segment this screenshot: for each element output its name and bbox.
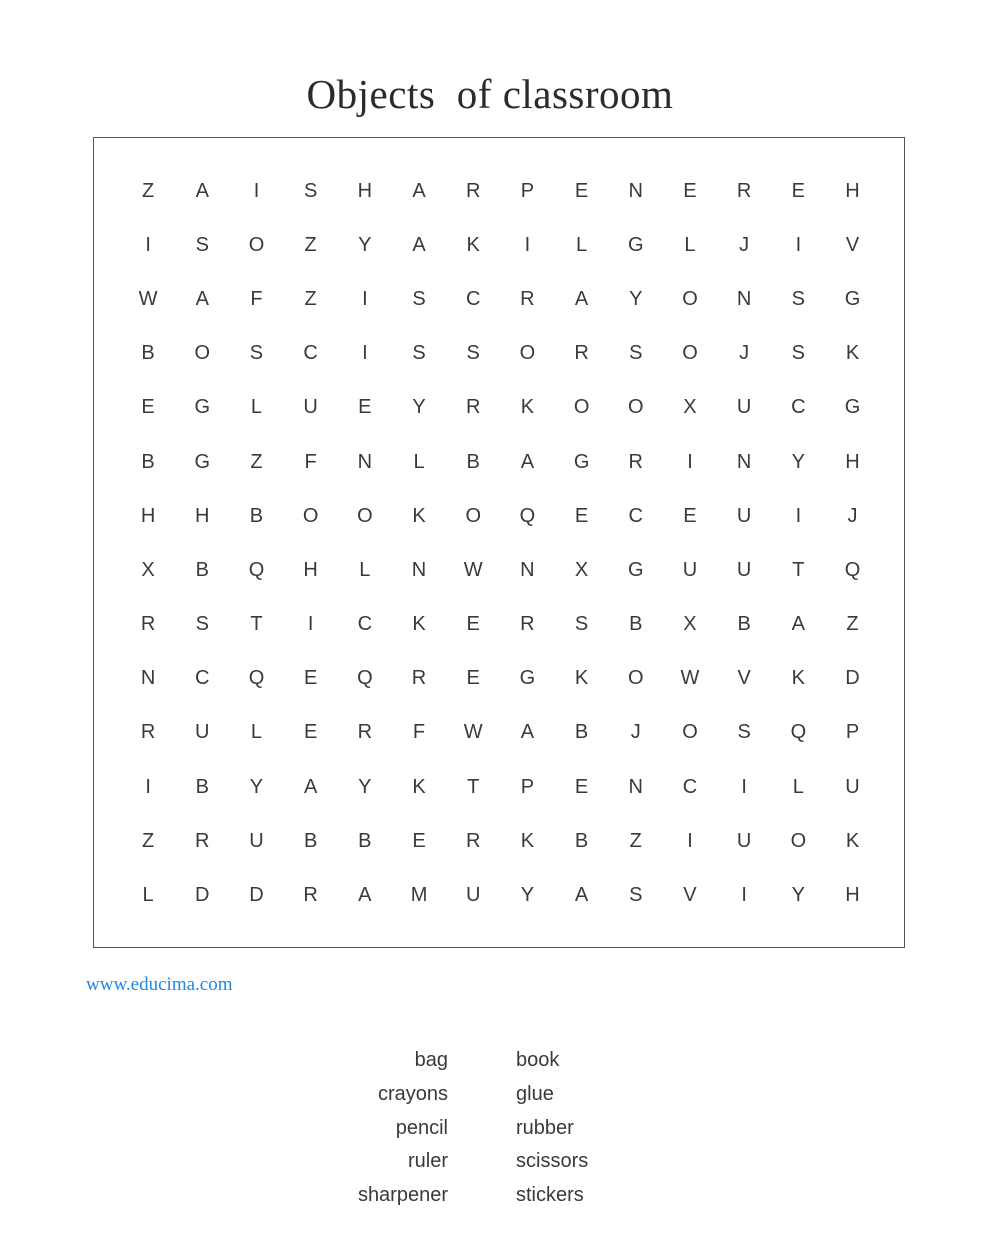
grid-cell[interactable]: N	[628, 775, 643, 798]
grid-cell[interactable]: I	[687, 450, 693, 473]
grid-cell[interactable]: S	[466, 342, 480, 365]
grid-cell[interactable]: E	[412, 829, 426, 852]
grid-cell[interactable]: K	[466, 233, 480, 256]
grid-cell[interactable]: L	[684, 233, 696, 256]
grid-cell[interactable]: X	[683, 396, 697, 419]
page-title: Objects of classroom	[306, 71, 674, 117]
grid-cell[interactable]: R	[465, 829, 481, 852]
grid-cell[interactable]: U	[465, 884, 481, 907]
grid-cell[interactable]: B	[195, 775, 209, 798]
grid-cell[interactable]: O	[302, 504, 319, 527]
grid-cell[interactable]: I	[741, 884, 747, 907]
grid-cell[interactable]: R	[465, 396, 481, 419]
word-list-item: pencil	[395, 1116, 448, 1139]
grid-cell[interactable]: E	[303, 667, 318, 690]
grid-cell[interactable]: B	[574, 721, 589, 744]
grid-cell[interactable]: E	[303, 721, 318, 744]
grid-cell[interactable]: E	[358, 396, 372, 419]
grid-cell[interactable]: C	[791, 396, 806, 419]
grid-cell[interactable]: A	[520, 450, 535, 473]
grid-cell[interactable]: K	[791, 667, 806, 690]
grid-cell[interactable]: T	[792, 558, 805, 581]
grid-cell[interactable]: G	[194, 450, 211, 473]
grid-cell[interactable]: N	[411, 558, 427, 581]
grid-cell[interactable]: A	[195, 287, 209, 310]
grid-cell[interactable]: N	[520, 558, 535, 581]
grid-cell[interactable]: U	[845, 775, 860, 798]
letter-grid	[121, 164, 880, 923]
word-list-item: scissors	[516, 1150, 589, 1173]
grid-cell[interactable]: H	[845, 450, 860, 473]
grid-cell[interactable]: V	[845, 233, 860, 256]
grid-cell[interactable]: H	[303, 558, 318, 581]
grid-cell[interactable]: Y	[412, 396, 426, 419]
word-search-board	[93, 137, 905, 948]
grid-cell[interactable]: I	[362, 287, 368, 310]
grid-cell[interactable]: E	[683, 504, 697, 527]
grid-cell[interactable]: U	[736, 396, 752, 419]
grid-cell[interactable]: Y	[791, 884, 806, 907]
grid-cell[interactable]: F	[250, 287, 263, 310]
grid-cell[interactable]: S	[195, 233, 209, 256]
grid-cell[interactable]: A	[574, 287, 589, 310]
grid-cell[interactable]: E	[141, 396, 155, 419]
grid-cell[interactable]: R	[411, 667, 427, 690]
grid-cell[interactable]: K	[412, 775, 426, 798]
grid-cell[interactable]: B	[737, 613, 751, 636]
grid-cell[interactable]: O	[682, 287, 698, 310]
grid-cell[interactable]: O	[682, 342, 698, 365]
grid-cell[interactable]: G	[844, 396, 861, 419]
grid-cell[interactable]: C	[682, 775, 698, 798]
grid-cell[interactable]: O	[194, 342, 211, 365]
grid-cell[interactable]: O	[682, 721, 698, 744]
grid-cell[interactable]: M	[410, 884, 428, 907]
grid-cell[interactable]: O	[573, 396, 590, 419]
grid-cell[interactable]: Y	[358, 233, 372, 256]
grid-cell[interactable]: C	[303, 342, 318, 365]
grid-cell[interactable]: D	[195, 884, 210, 907]
grid-cell[interactable]: G	[628, 233, 644, 256]
grid-cell[interactable]: G	[194, 396, 211, 419]
grid-cell[interactable]: P	[520, 179, 535, 202]
grid-cell[interactable]: R	[140, 613, 156, 636]
grid-cell[interactable]: O	[628, 396, 644, 419]
grid-cell[interactable]: Y	[791, 450, 806, 473]
grid-cell[interactable]: S	[791, 287, 806, 310]
grid-cell[interactable]: O	[628, 667, 644, 690]
grid-cell[interactable]: R	[465, 179, 481, 202]
word-list-item: rubber	[516, 1116, 574, 1139]
word-list-item: stickers	[516, 1184, 584, 1207]
grid-cell[interactable]: X	[574, 558, 589, 581]
grid-cell[interactable]: A	[412, 233, 426, 256]
grid-cell[interactable]: K	[412, 613, 426, 636]
grid-cell[interactable]: I	[524, 233, 531, 256]
grid-cell[interactable]: B	[358, 829, 372, 852]
grid-cell[interactable]: B	[141, 450, 155, 473]
word-list-item: sharpener	[357, 1184, 448, 1207]
grid-cell[interactable]: C	[465, 287, 481, 310]
grid-cell[interactable]: G	[628, 558, 644, 581]
grid-cell[interactable]: U	[682, 558, 698, 581]
grid-cell[interactable]: O	[357, 504, 373, 527]
grid-cell[interactable]: L	[142, 884, 154, 907]
grid-cell[interactable]: N	[736, 287, 752, 310]
grid-cell[interactable]: H	[195, 504, 210, 527]
grid-cell[interactable]: K	[845, 829, 860, 852]
grid-cell[interactable]: Z	[141, 829, 155, 852]
grid-cell[interactable]: I	[795, 233, 802, 256]
grid-cell[interactable]: R	[303, 884, 318, 907]
grid-cell[interactable]: X	[141, 558, 155, 581]
grid-cell[interactable]: S	[629, 884, 643, 907]
grid-cell[interactable]: B	[574, 829, 589, 852]
grid-cell[interactable]: B	[466, 450, 480, 473]
grid-cell[interactable]: S	[303, 179, 318, 202]
word-list-item: bag	[414, 1049, 448, 1071]
grid-cell[interactable]: D	[249, 884, 264, 907]
word-list-item: ruler	[407, 1150, 448, 1173]
grid-cell[interactable]: O	[519, 342, 536, 365]
grid-cell[interactable]: S	[574, 613, 589, 636]
grid-cell[interactable]: E	[791, 179, 806, 202]
grid-cell[interactable]: E	[466, 667, 480, 690]
grid-cell[interactable]: A	[574, 884, 589, 907]
grid-cell[interactable]: S	[629, 342, 643, 365]
grid-cell[interactable]: P	[520, 775, 535, 798]
grid-cell[interactable]: K	[520, 396, 535, 419]
grid-cell[interactable]: I	[307, 613, 314, 636]
grid-cell[interactable]: K	[412, 504, 426, 527]
grid-cell[interactable]: N	[140, 667, 156, 690]
grid-cell[interactable]: S	[195, 613, 209, 636]
grid-cell[interactable]: W	[680, 667, 700, 690]
grid-cell[interactable]: U	[303, 396, 318, 419]
grid-cell[interactable]: B	[195, 558, 209, 581]
grid-cell[interactable]: J	[739, 233, 750, 256]
grid-cell[interactable]: C	[628, 504, 643, 527]
grid-cell[interactable]: Q	[790, 721, 807, 744]
grid-cell[interactable]: B	[249, 504, 264, 527]
grid-cell[interactable]: J	[739, 342, 750, 365]
grid-cell[interactable]: T	[250, 613, 263, 636]
grid-cell[interactable]: Q	[844, 558, 861, 581]
grid-cell[interactable]: E	[683, 179, 697, 202]
word-list-item: crayons	[377, 1082, 448, 1105]
grid-cell[interactable]: N	[357, 450, 373, 473]
grid-cell[interactable]: I	[145, 233, 151, 256]
grid-cell[interactable]: S	[249, 342, 264, 365]
grid-cell[interactable]: E	[574, 179, 589, 202]
grid-cell[interactable]: Q	[357, 667, 373, 690]
grid-cell[interactable]: R	[140, 721, 156, 744]
grid-cell[interactable]: K	[845, 342, 860, 365]
grid-cell[interactable]: F	[304, 450, 317, 473]
grid-cell[interactable]: S	[412, 287, 426, 310]
grid-cell[interactable]: H	[357, 179, 373, 202]
grid-cell[interactable]: H	[845, 884, 860, 907]
grid-cell[interactable]: S	[737, 721, 751, 744]
grid-cell[interactable]: F	[412, 721, 426, 744]
grid-cell[interactable]: I	[741, 775, 747, 798]
grid-cell[interactable]: G	[519, 667, 536, 690]
grid-cell[interactable]: R	[520, 613, 535, 636]
website-link[interactable]: www.educima.com	[86, 974, 233, 995]
grid-cell[interactable]: B	[629, 613, 643, 636]
grid-cell[interactable]: X	[683, 613, 697, 636]
word-list-item: glue	[516, 1082, 554, 1105]
grid-cell[interactable]: Z	[250, 450, 263, 473]
grid-cell[interactable]: W	[463, 721, 483, 744]
grid-cell[interactable]: L	[413, 450, 425, 473]
word-list-right-column	[516, 1044, 696, 1213]
grid-cell[interactable]: J	[630, 721, 641, 744]
grid-cell[interactable]: O	[248, 233, 265, 256]
grid-cell[interactable]: A	[358, 884, 372, 907]
grid-cell[interactable]: P	[845, 721, 860, 744]
grid-cell[interactable]: U	[736, 829, 752, 852]
word-list-left-column	[300, 1044, 448, 1213]
grid-cell[interactable]: Y	[249, 775, 264, 798]
grid-cell[interactable]: J	[847, 504, 858, 527]
grid-cell[interactable]: Q	[519, 504, 536, 527]
grid-cell[interactable]: H	[140, 504, 156, 527]
grid-cell[interactable]: Q	[248, 558, 265, 581]
grid-cell[interactable]: U	[736, 504, 752, 527]
grid-cell[interactable]: V	[737, 667, 751, 690]
grid-cell[interactable]: G	[573, 450, 590, 473]
grid-cell[interactable]: Z	[304, 287, 317, 310]
grid-cell[interactable]: R	[736, 179, 752, 202]
grid-cell[interactable]: T	[467, 775, 480, 798]
grid-cell[interactable]: R	[574, 342, 589, 365]
grid-cell[interactable]: L	[792, 775, 804, 798]
grid-cell[interactable]: R	[520, 287, 535, 310]
grid-cell[interactable]: C	[195, 667, 210, 690]
grid-cell[interactable]: N	[628, 179, 643, 202]
grid-cell[interactable]: O	[790, 829, 807, 852]
grid-cell[interactable]: D	[845, 667, 860, 690]
grid-cell[interactable]: G	[844, 287, 861, 310]
grid-cell[interactable]: E	[574, 504, 589, 527]
grid-cell[interactable]: Y	[520, 884, 535, 907]
grid-cell[interactable]: S	[412, 342, 426, 365]
grid-cell[interactable]: Z	[304, 233, 317, 256]
grid-cell[interactable]: I	[145, 775, 151, 798]
grid-cell[interactable]: I	[687, 829, 693, 852]
grid-cell[interactable]: K	[520, 829, 535, 852]
grid-cell[interactable]: L	[250, 396, 263, 419]
grid-cell[interactable]: W	[138, 287, 158, 310]
grid-cell[interactable]: E	[466, 613, 480, 636]
grid-cell[interactable]: A	[520, 721, 535, 744]
grid-cell[interactable]: B	[303, 829, 318, 852]
grid-cell[interactable]: A	[195, 179, 209, 202]
grid-cell[interactable]: L	[359, 558, 371, 581]
grid-cell[interactable]: R	[628, 450, 643, 473]
grid-cell[interactable]: I	[795, 504, 802, 527]
grid-cell[interactable]: U	[736, 558, 752, 581]
grid-cell[interactable]: S	[791, 342, 806, 365]
grid-cell[interactable]: O	[465, 504, 481, 527]
grid-cell[interactable]: A	[303, 775, 318, 798]
grid-cell[interactable]: I	[253, 179, 260, 202]
grid-cell[interactable]: N	[736, 450, 752, 473]
grid-cell[interactable]: Y	[358, 775, 372, 798]
grid-cell[interactable]: Z	[141, 179, 155, 202]
grid-cell[interactable]: Z	[846, 613, 859, 636]
grid-cell[interactable]: V	[683, 884, 697, 907]
word-list-item: book	[516, 1049, 560, 1071]
grid-cell[interactable]: Q	[248, 667, 265, 690]
grid-cell[interactable]: I	[362, 342, 368, 365]
grid-cell[interactable]: A	[412, 179, 426, 202]
grid-cell[interactable]: L	[576, 233, 588, 256]
grid-cell[interactable]: E	[574, 775, 589, 798]
grid-cell[interactable]: B	[141, 342, 155, 365]
grid-cell[interactable]: A	[791, 613, 806, 636]
grid-cell[interactable]: K	[574, 667, 589, 690]
grid-cell[interactable]: U	[195, 721, 210, 744]
grid-cell[interactable]: Z	[629, 829, 642, 852]
grid-cell[interactable]: R	[357, 721, 373, 744]
grid-cell[interactable]: H	[845, 179, 860, 202]
grid-cell[interactable]: C	[357, 613, 373, 636]
grid-cell[interactable]: Y	[629, 287, 643, 310]
grid-cell[interactable]: L	[250, 721, 263, 744]
grid-cell[interactable]: W	[463, 558, 483, 581]
grid-cell[interactable]: U	[249, 829, 264, 852]
grid-cell[interactable]: R	[195, 829, 210, 852]
